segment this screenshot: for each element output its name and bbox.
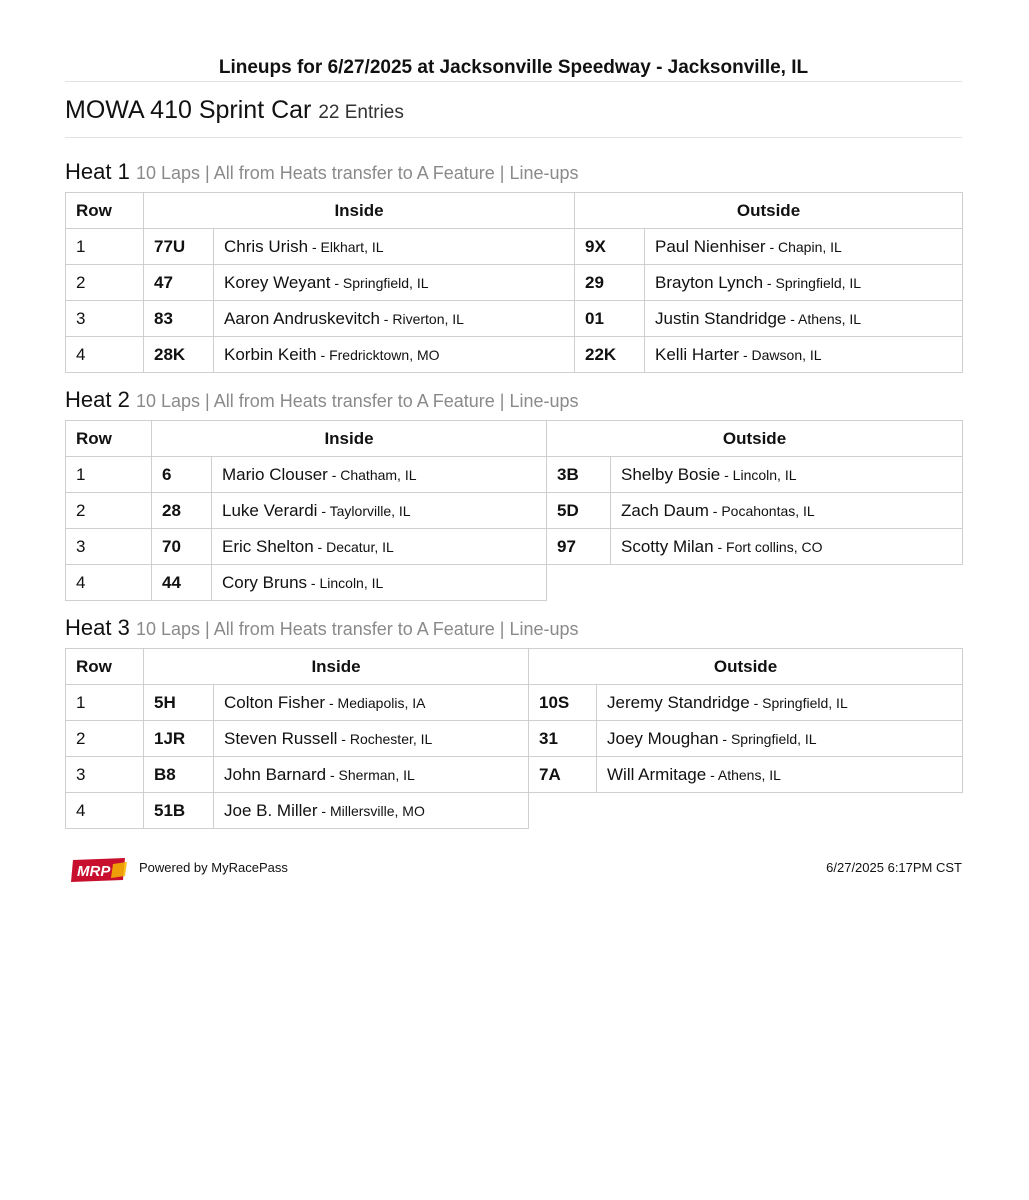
driver-hometown: - Lincoln, IL xyxy=(720,466,797,483)
table-header-row xyxy=(66,421,963,457)
driver-hometown: - Elkhart, IL xyxy=(308,238,384,255)
heat-subtitle: 10 Laps | All from Heats transfer to A Feature | Line-ups xyxy=(135,163,579,183)
row-number: 1 xyxy=(66,685,144,721)
row-number: 2 xyxy=(66,721,144,757)
class-name: MOWA 410 Sprint Car xyxy=(65,96,312,124)
driver-hometown: - Chapin, IL xyxy=(765,238,842,255)
svg-text:MRP: MRP xyxy=(77,863,111,880)
car-number: 01 xyxy=(575,301,645,337)
driver-name: Mario Clouser xyxy=(222,464,328,484)
table-header-row xyxy=(66,649,963,685)
driver-name: John Barnard xyxy=(224,764,327,784)
heat-3-table xyxy=(65,648,963,829)
driver-hometown: - Fort collins, CO xyxy=(713,538,823,555)
footer xyxy=(65,848,962,888)
page-title: Lineups for 6/27/2025 at Jacksonville Speedway - Jacksonville, IL xyxy=(218,57,809,78)
inside-header: Inside xyxy=(144,649,529,685)
car-number: 97 xyxy=(547,529,611,565)
row-number: 2 xyxy=(66,265,144,301)
driver-cell xyxy=(611,529,963,565)
table-row xyxy=(66,757,963,793)
driver-cell xyxy=(212,493,547,529)
driver-cell xyxy=(597,721,963,757)
driver-name: Aaron Andruskevitch xyxy=(224,308,380,328)
car-number: 5D xyxy=(547,493,611,529)
driver-cell xyxy=(597,685,963,721)
driver-hometown: - Dawson, IL xyxy=(739,346,822,363)
row-header: Row xyxy=(66,649,144,685)
table-row xyxy=(66,493,963,529)
driver-name: Cory Bruns xyxy=(222,572,308,592)
driver-name: Will Armitage xyxy=(607,764,707,784)
car-number: 28 xyxy=(152,493,212,529)
row-header: Row xyxy=(66,421,152,457)
driver-hometown: - Chatham, IL xyxy=(327,466,417,483)
car-number: 44 xyxy=(152,565,212,601)
car-number: 9X xyxy=(575,229,645,265)
driver-name: Jeremy Standridge xyxy=(607,692,750,712)
heat-subtitle: 10 Laps | All from Heats transfer to A Feature | Line-ups xyxy=(135,619,579,639)
row-number: 1 xyxy=(66,229,144,265)
driver-name: Luke Verardi xyxy=(222,500,318,520)
driver-cell xyxy=(212,529,547,565)
car-number: 22K xyxy=(575,337,645,373)
driver-name: Zach Daum xyxy=(621,500,709,520)
driver-hometown: - Rochester, IL xyxy=(337,730,433,747)
table-row xyxy=(66,265,963,301)
table-row xyxy=(66,337,963,373)
driver-name: Steven Russell xyxy=(224,728,338,748)
car-number: 5H xyxy=(144,685,214,721)
title-divider xyxy=(65,81,962,82)
heat-1-title xyxy=(65,159,579,185)
driver-hometown: - Athens, IL xyxy=(786,310,862,327)
driver-cell xyxy=(214,301,575,337)
row-number: 1 xyxy=(66,457,152,493)
table-row xyxy=(66,457,963,493)
heat-2-title xyxy=(65,387,579,413)
heat-2-table xyxy=(65,420,963,601)
row-header: Row xyxy=(66,193,144,229)
table-row xyxy=(66,529,963,565)
driver-name: Korey Weyant xyxy=(224,272,331,292)
car-number: B8 xyxy=(144,757,214,793)
driver-cell xyxy=(212,457,547,493)
row-number: 2 xyxy=(66,493,152,529)
driver-name: Joe B. Miller xyxy=(224,800,318,820)
driver-hometown: - Springfield, IL xyxy=(718,730,817,747)
driver-cell xyxy=(214,793,529,829)
myracepass-logo[interactable] xyxy=(69,856,129,884)
car-number: 7A xyxy=(529,757,597,793)
class-divider xyxy=(65,137,962,138)
driver-cell xyxy=(214,685,529,721)
car-number: 31 xyxy=(529,721,597,757)
driver-name: Justin Standridge xyxy=(655,308,787,328)
driver-name: Kelli Harter xyxy=(655,344,740,364)
empty-slot xyxy=(529,793,963,829)
driver-hometown: - Athens, IL xyxy=(706,766,781,783)
driver-hometown: - Springfield, IL xyxy=(749,694,848,711)
driver-hometown: - Mediapolis, IA xyxy=(325,694,426,711)
driver-hometown: - Springfield, IL xyxy=(763,274,862,291)
driver-hometown: - Sherman, IL xyxy=(326,766,415,783)
table-row xyxy=(66,685,963,721)
timestamp: 6/27/2025 6:17PM CST xyxy=(826,860,962,875)
driver-cell xyxy=(214,757,529,793)
car-number: 47 xyxy=(144,265,214,301)
row-number: 3 xyxy=(66,301,144,337)
driver-hometown: - Decatur, IL xyxy=(313,538,394,555)
driver-hometown: - Millersville, MO xyxy=(317,802,425,819)
driver-name: Korbin Keith xyxy=(224,344,317,364)
powered-by-text[interactable]: Powered by MyRacePass xyxy=(139,860,288,875)
driver-cell xyxy=(645,337,963,373)
inside-header: Inside xyxy=(152,421,547,457)
driver-cell xyxy=(214,337,575,373)
table-row xyxy=(66,721,963,757)
driver-cell xyxy=(212,565,547,601)
car-number: 6 xyxy=(152,457,212,493)
heat-1-table xyxy=(65,192,963,373)
car-number: 10S xyxy=(529,685,597,721)
table-row xyxy=(66,565,963,601)
driver-hometown: - Springfield, IL xyxy=(330,274,429,291)
driver-cell xyxy=(645,301,963,337)
driver-name: Eric Shelton xyxy=(222,536,314,556)
driver-cell xyxy=(645,265,963,301)
car-number: 3B xyxy=(547,457,611,493)
outside-header: Outside xyxy=(529,649,963,685)
driver-cell xyxy=(611,457,963,493)
driver-hometown: - Fredricktown, MO xyxy=(316,346,440,363)
driver-cell xyxy=(645,229,963,265)
heat-name: Heat 2 xyxy=(65,387,130,412)
driver-name: Chris Urish xyxy=(224,236,309,256)
table-row xyxy=(66,229,963,265)
empty-slot xyxy=(547,565,963,601)
driver-cell xyxy=(611,493,963,529)
car-number: 1JR xyxy=(144,721,214,757)
heat-subtitle: 10 Laps | All from Heats transfer to A Feature | Line-ups xyxy=(135,391,579,411)
driver-name: Colton Fisher xyxy=(224,692,326,712)
car-number: 29 xyxy=(575,265,645,301)
driver-hometown: - Lincoln, IL xyxy=(307,574,384,591)
driver-hometown: - Riverton, IL xyxy=(379,310,464,327)
driver-hometown: - Pocahontas, IL xyxy=(708,502,815,519)
driver-cell xyxy=(214,721,529,757)
heat-name: Heat 3 xyxy=(65,615,130,640)
car-number: 28K xyxy=(144,337,214,373)
driver-cell xyxy=(214,229,575,265)
row-number: 4 xyxy=(66,565,152,601)
driver-name: Brayton Lynch xyxy=(655,272,764,292)
outside-header: Outside xyxy=(547,421,963,457)
heat-name: Heat 1 xyxy=(65,159,130,184)
table-row xyxy=(66,793,963,829)
driver-name: Paul Nienhiser xyxy=(655,236,766,256)
car-number: 70 xyxy=(152,529,212,565)
heat-3-title xyxy=(65,615,579,641)
inside-header: Inside xyxy=(144,193,575,229)
car-number: 83 xyxy=(144,301,214,337)
driver-cell xyxy=(597,757,963,793)
table-row xyxy=(66,301,963,337)
row-number: 3 xyxy=(66,757,144,793)
car-number: 51B xyxy=(144,793,214,829)
row-number: 4 xyxy=(66,337,144,373)
row-number: 4 xyxy=(66,793,144,829)
row-number: 3 xyxy=(66,529,152,565)
driver-cell xyxy=(214,265,575,301)
table-header-row xyxy=(66,193,963,229)
driver-name: Joey Moughan xyxy=(607,728,719,748)
driver-hometown: - Taylorville, IL xyxy=(317,502,411,519)
class-heading xyxy=(65,96,404,125)
driver-name: Shelby Bosie xyxy=(621,464,721,484)
entries-count: 22 Entries xyxy=(318,102,404,123)
driver-name: Scotty Milan xyxy=(621,536,714,556)
car-number: 77U xyxy=(144,229,214,265)
outside-header: Outside xyxy=(575,193,963,229)
